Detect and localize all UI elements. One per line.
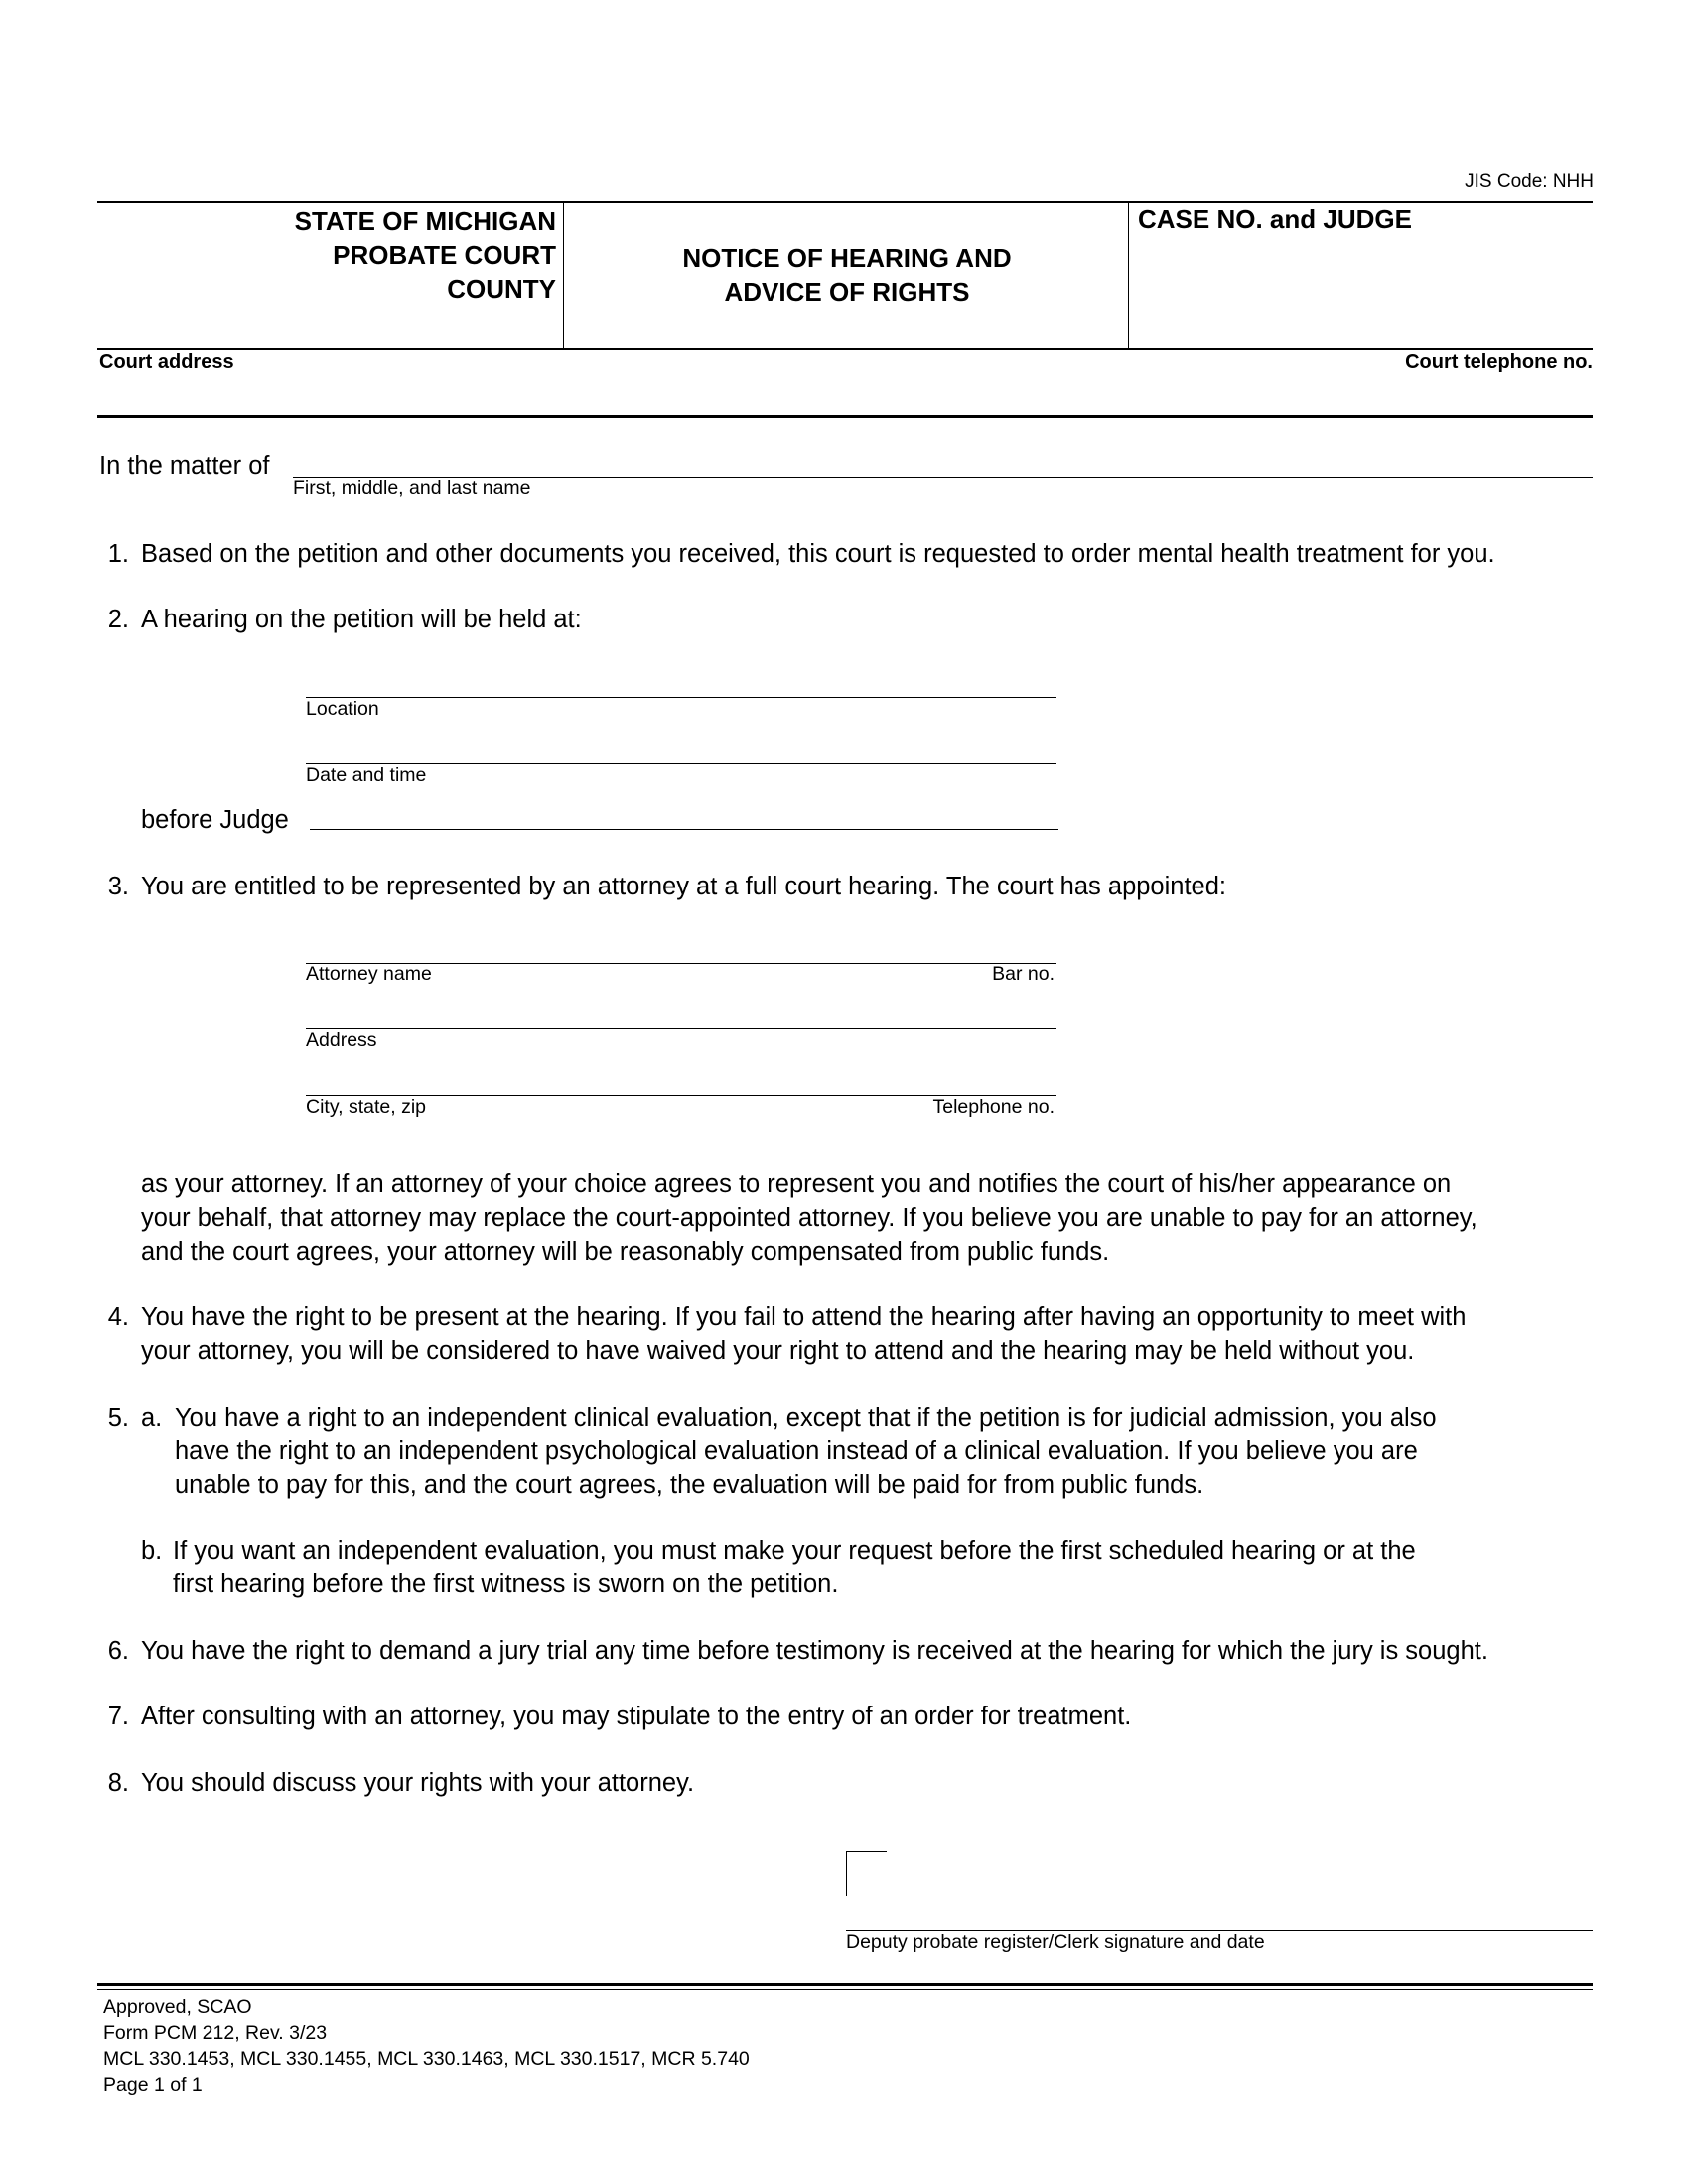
seal-corner-mark	[846, 1851, 887, 1896]
text-line: and the court agrees, your attorney will be reasonably compensated from public funds.	[141, 1238, 1110, 1266]
clerk-signature-caption: Deputy probate register/Clerk signature and date	[846, 1931, 1265, 1953]
jis-code: JIS Code: NHH	[1465, 171, 1594, 192]
county-label: COUNTY	[447, 274, 556, 304]
text-line: unable to pay for this, and the court agrees, the evaluation will be paid for from public funds.	[175, 1471, 1204, 1499]
court-block	[97, 205, 556, 306]
footer-rule-thin	[97, 1989, 844, 1990]
header-divider-right	[1128, 201, 1129, 349]
text-line: first hearing before the first witness is sworn on the petition.	[173, 1570, 839, 1598]
text-line: If you want an independent evaluation, you must make your request before the first scheduled hearing or at the	[173, 1537, 1416, 1565]
item-3-text: You are entitled to be represented by an attorney at a full court hearing. The court has appointed:	[141, 873, 1226, 900]
text-line: have the right to an independent psychological evaluation instead of a clinical evaluation. If you believe you are	[175, 1437, 1418, 1465]
footer-rule-thick	[97, 1983, 844, 1986]
item-2-text: A hearing on the petition will be held at:	[141, 606, 582, 633]
text-line: your attorney, you will be considered to have waived your right to attend and the hearing may be held without you.	[141, 1337, 1415, 1365]
item-1-text: Based on the petition and other documents you received, this court is requested to order mental health treatment for you.	[141, 540, 1495, 568]
item-5b-letter: b.	[141, 1537, 163, 1565]
statute-refs: MCL 330.1453, MCL 330.1455, MCL 330.1463, MCL 330.1517, MCR 5.740	[103, 2048, 750, 2070]
location-field[interactable]	[306, 697, 1056, 698]
item-5a-text	[175, 1401, 1437, 1502]
item-number: 8.	[107, 1769, 129, 1797]
item-5a-letter: a.	[141, 1404, 163, 1432]
item-3-continuation	[141, 1167, 1477, 1269]
text-line: as your attorney. If an attorney of your choice agrees to represent you and notifies the court of his/her appearance on	[141, 1170, 1452, 1198]
address-rule	[97, 415, 1593, 418]
judge-field[interactable]	[310, 829, 1058, 830]
text-line: You have a right to an independent clinical evaluation, except that if the petition is for judicial admission, you also	[175, 1404, 1437, 1432]
footer-rule-thin	[844, 1989, 1593, 1990]
header-bottom-rule	[97, 348, 1593, 350]
item-4-text	[141, 1300, 1466, 1368]
before-judge-label: before Judge	[141, 806, 289, 834]
form-title-line2: ADVICE OF RIGHTS	[724, 277, 970, 307]
bar-no-caption: Bar no.	[992, 963, 1055, 985]
date-time-caption: Date and time	[306, 764, 427, 786]
form-number: Form PCM 212, Rev. 3/23	[103, 2022, 328, 2044]
location-caption: Location	[306, 698, 379, 720]
court-address-label: Court address	[99, 351, 234, 373]
item-number: 7.	[107, 1703, 129, 1730]
city-caption: City, state, zip	[306, 1096, 427, 1118]
page-number: Page 1 of 1	[103, 2074, 203, 2096]
attorney-name-caption: Attorney name	[306, 963, 432, 985]
item-number: 6.	[107, 1637, 129, 1665]
item-6-text: You have the right to demand a jury trial any time before testimony is received at the hearing for which the jury is sought.	[141, 1637, 1488, 1665]
text-line: You have the right to be present at the hearing. If you fail to attend the hearing after having an opportunity to meet with	[141, 1303, 1467, 1331]
header-divider-left	[563, 201, 564, 349]
telephone-caption: Telephone no.	[932, 1096, 1055, 1118]
matter-name-caption: First, middle, and last name	[293, 478, 531, 499]
item-number: 4.	[107, 1303, 129, 1331]
matter-label: In the matter of	[99, 452, 270, 479]
footer-block	[103, 1994, 750, 2098]
court-telephone-label: Court telephone no.	[1405, 351, 1593, 373]
item-number: 5.	[107, 1404, 129, 1432]
item-5b-text	[173, 1534, 1416, 1601]
header-top-rule	[97, 201, 1593, 203]
approved-text: Approved, SCAO	[103, 1996, 252, 2018]
item-number: 3.	[107, 873, 129, 900]
state-name: STATE OF MICHIGAN	[294, 206, 556, 236]
footer-rule-thick	[844, 1983, 1593, 1986]
form-title-line1: NOTICE OF HEARING AND	[682, 243, 1012, 273]
item-number: 2.	[107, 606, 129, 633]
address-caption: Address	[306, 1029, 377, 1051]
case-number-field[interactable]: CASE NO. and JUDGE	[1138, 205, 1412, 234]
court-name: PROBATE COURT	[333, 240, 556, 270]
item-7-text: After consulting with an attorney, you may stipulate to the entry of an order for treatment.	[141, 1703, 1132, 1730]
item-8-text: You should discuss your rights with your attorney.	[141, 1769, 695, 1797]
attorney-address-field[interactable]	[306, 1028, 1056, 1029]
text-line: your behalf, that attorney may replace the court-appointed attorney. If you believe you are unable to pay for an attorney,	[141, 1204, 1477, 1232]
form-title	[566, 241, 1128, 309]
item-number: 1.	[107, 540, 129, 568]
